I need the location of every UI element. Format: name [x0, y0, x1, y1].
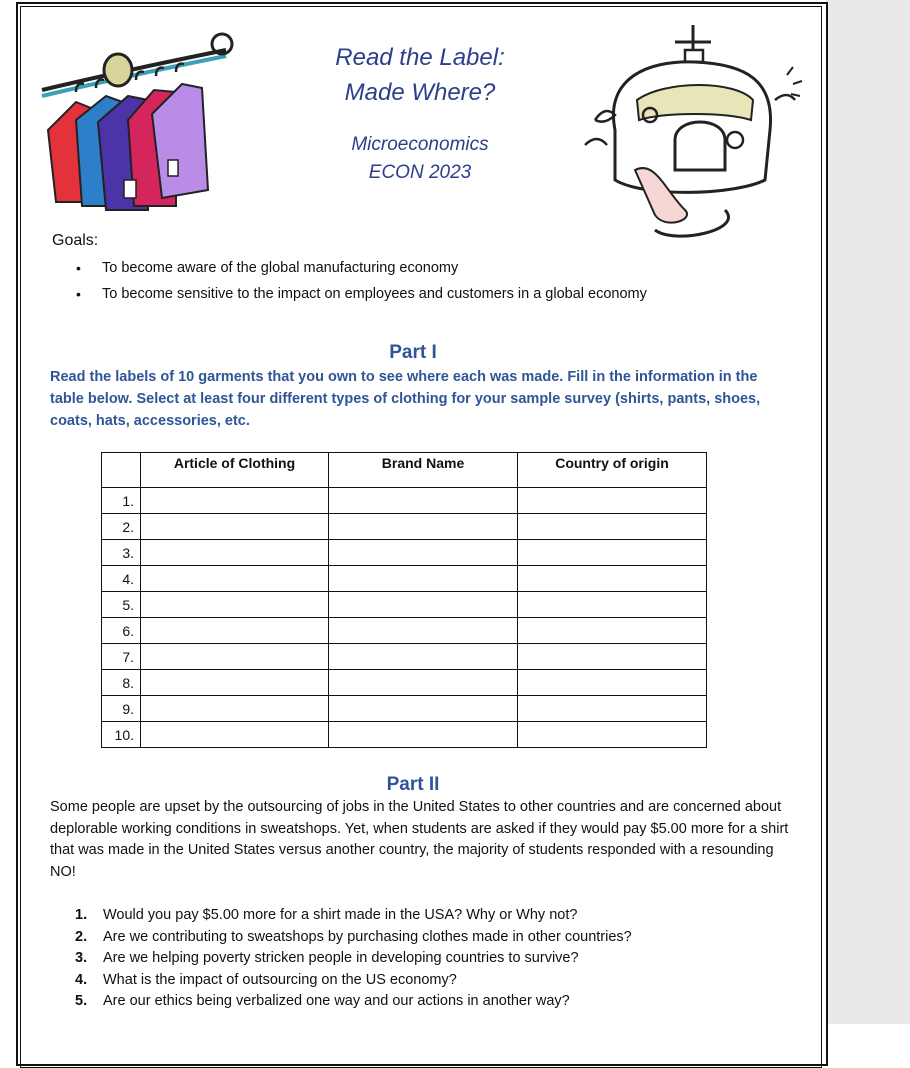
viewer-gutter — [826, 0, 910, 1024]
table-row — [102, 514, 707, 540]
row-number: 3. — [102, 540, 141, 566]
brand-cell[interactable] — [329, 540, 518, 566]
brand-cell[interactable] — [329, 696, 518, 722]
article-cell[interactable] — [141, 566, 329, 592]
question-number: 5. — [75, 993, 88, 1009]
table-row — [102, 618, 707, 644]
brand-cell[interactable] — [329, 722, 518, 748]
country-cell[interactable] — [518, 488, 707, 514]
row-number: 6. — [102, 618, 141, 644]
row-number: 8. — [102, 670, 141, 696]
title-line-1: Read the Label: — [335, 44, 505, 71]
table-row — [102, 540, 707, 566]
sewing-machine-icon — [575, 20, 805, 245]
brand-cell[interactable] — [329, 592, 518, 618]
brand-cell[interactable] — [329, 488, 518, 514]
article-cell[interactable] — [141, 696, 329, 722]
brand-cell[interactable] — [329, 670, 518, 696]
row-number: 5. — [102, 592, 141, 618]
table-row — [102, 566, 707, 592]
question-item — [75, 991, 632, 1013]
question-text: Are we helping poverty stricken people in developing countries to survive? — [103, 950, 579, 966]
country-cell[interactable] — [518, 670, 707, 696]
country-cell[interactable] — [518, 696, 707, 722]
question-item — [75, 905, 632, 927]
goal-text: To become sensitive to the impact on employees and customers in a global economy — [102, 286, 647, 302]
country-cell[interactable] — [518, 592, 707, 618]
table-header-brand: Brand Name — [329, 453, 518, 488]
table-header-row — [102, 453, 707, 488]
bullet-icon: • — [76, 260, 81, 276]
table-row — [102, 696, 707, 722]
row-number: 1. — [102, 488, 141, 514]
question-item — [75, 970, 632, 992]
article-cell[interactable] — [141, 644, 329, 670]
article-cell[interactable] — [141, 540, 329, 566]
part-2-heading: Part II — [386, 774, 440, 795]
goal-item — [72, 284, 647, 310]
country-cell[interactable] — [518, 644, 707, 670]
table-header-article: Article of Clothing — [141, 453, 329, 488]
title-line-2: Made Where? — [344, 79, 496, 106]
question-item — [75, 927, 632, 949]
question-text: What is the impact of outsourcing on the US economy? — [103, 971, 457, 988]
part-1-heading: Part I — [389, 342, 437, 363]
question-number: 1. — [75, 907, 88, 923]
article-cell[interactable] — [141, 618, 329, 644]
table-row — [102, 670, 707, 696]
country-cell[interactable] — [518, 566, 707, 592]
question-text: Are our ethics being verbalized one way and our actions in another way? — [103, 993, 570, 1009]
part-2-intro: Some people are upset by the outsourcing of jobs in the United States to other countries and are concerned about deplorable working conditions in sweatshops. Yet, when students are asked if they would pay $5.00 more for a shirt that was made in the United States versus another country, the majority of students responded with a resounding NO! — [50, 799, 789, 880]
row-number: 7. — [102, 644, 141, 670]
brand-cell[interactable] — [329, 514, 518, 540]
brand-cell[interactable] — [329, 566, 518, 592]
brand-cell[interactable] — [329, 644, 518, 670]
course-name: Microeconomics — [351, 134, 489, 155]
brand-cell[interactable] — [329, 618, 518, 644]
question-number: 3. — [75, 950, 88, 966]
table-header-number — [102, 453, 141, 488]
table-row — [102, 488, 707, 514]
table-row — [102, 722, 707, 748]
document-title — [300, 40, 540, 110]
article-cell[interactable] — [141, 670, 329, 696]
survey-table — [101, 452, 707, 748]
row-number: 2. — [102, 514, 141, 540]
country-cell[interactable] — [518, 540, 707, 566]
article-cell[interactable] — [141, 488, 329, 514]
country-cell[interactable] — [518, 722, 707, 748]
question-list — [75, 905, 632, 1013]
article-cell[interactable] — [141, 722, 329, 748]
question-number: 2. — [75, 928, 88, 945]
table-row — [102, 644, 707, 670]
goal-text: To become aware of the global manufacturing economy — [102, 260, 459, 276]
question-text: Are we contributing to sweatshops by purchasing clothes made in other countries? — [103, 928, 632, 945]
bullet-icon: • — [76, 286, 81, 302]
article-cell[interactable] — [141, 514, 329, 540]
row-number: 9. — [102, 696, 141, 722]
question-item — [75, 948, 632, 970]
question-text: Would you pay $5.00 more for a shirt made in the USA? Why or Why not? — [103, 907, 578, 923]
table-header-country: Country of origin — [518, 453, 707, 488]
row-number: 4. — [102, 566, 141, 592]
goals-label: Goals: — [52, 232, 99, 249]
country-cell[interactable] — [518, 514, 707, 540]
row-number: 10. — [102, 722, 141, 748]
table-row — [102, 592, 707, 618]
goals-list — [72, 258, 647, 310]
country-cell[interactable] — [518, 618, 707, 644]
course-code: ECON 2023 — [368, 162, 472, 183]
article-cell[interactable] — [141, 592, 329, 618]
clothing-rack-icon — [36, 30, 236, 220]
goal-item — [72, 258, 647, 284]
question-number: 4. — [75, 971, 88, 988]
course-info — [300, 131, 540, 187]
part-1-instructions: Read the labels of 10 garments that you own to see where each was made. Fill in the information in the table below. Select at least four different types of clothing for your sample survey (shirts, pants, shoes, coats, hats, accessories, etc. — [50, 369, 761, 429]
